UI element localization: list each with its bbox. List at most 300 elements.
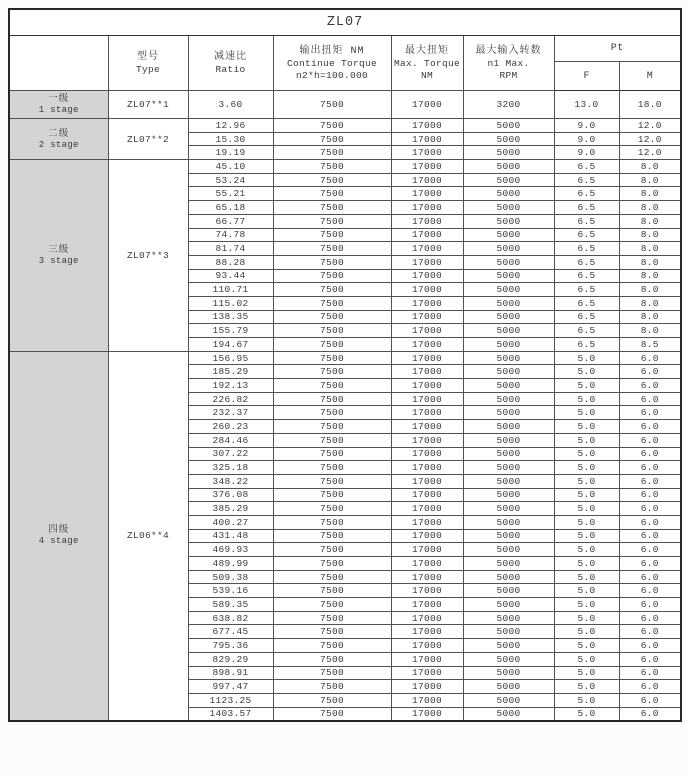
col-header-type <box>108 36 188 91</box>
pt-m-cell: 6.0 <box>619 529 681 543</box>
ratio-cell: 185.29 <box>188 365 273 379</box>
rpm-cell: 5000 <box>463 173 554 187</box>
pt-m-cell: 8.0 <box>619 310 681 324</box>
pt-f-cell: 5.0 <box>554 351 619 365</box>
col-header-max-input-cn: 最大输入转数 <box>475 45 542 57</box>
pt-f-cell: 5.0 <box>554 707 619 721</box>
rpm-cell: 3200 <box>463 91 554 119</box>
torque-cell: 7500 <box>273 515 391 529</box>
max-torque-cell: 17000 <box>391 584 463 598</box>
col-header-max-torque-en2: NM <box>420 69 433 81</box>
max-torque-cell: 17000 <box>391 392 463 406</box>
rpm-cell: 5000 <box>463 474 554 488</box>
ratio-cell: 829.29 <box>188 652 273 666</box>
pt-m-cell: 6.0 <box>619 502 681 516</box>
col-header-ratio <box>188 36 273 91</box>
pt-f-cell: 6.5 <box>554 338 619 352</box>
col-header-pt-f: F <box>554 62 619 91</box>
pt-f-cell: 5.0 <box>554 392 619 406</box>
rpm-cell: 5000 <box>463 283 554 297</box>
torque-cell: 7500 <box>273 392 391 406</box>
rpm-cell: 5000 <box>463 310 554 324</box>
torque-cell: 7500 <box>273 639 391 653</box>
pt-m-cell: 12.0 <box>619 132 681 146</box>
pt-f-cell: 6.5 <box>554 214 619 228</box>
pt-f-cell: 6.5 <box>554 269 619 283</box>
ratio-cell: 677.45 <box>188 625 273 639</box>
pt-m-cell: 8.0 <box>619 255 681 269</box>
max-torque-cell: 17000 <box>391 214 463 228</box>
max-torque-cell: 17000 <box>391 160 463 174</box>
ratio-cell: 348.22 <box>188 474 273 488</box>
torque-cell: 7500 <box>273 173 391 187</box>
spec-table <box>8 8 682 722</box>
rpm-cell: 5000 <box>463 201 554 215</box>
ratio-cell: 55.21 <box>188 187 273 201</box>
type-cell: ZL07**2 <box>108 119 188 160</box>
col-header-max-torque-en1: Max. Torque <box>393 57 460 69</box>
max-torque-cell: 17000 <box>391 310 463 324</box>
pt-m-cell: 6.0 <box>619 515 681 529</box>
pt-f-cell: 5.0 <box>554 543 619 557</box>
ratio-cell: 898.91 <box>188 666 273 680</box>
max-torque-cell: 17000 <box>391 201 463 215</box>
ratio-cell: 81.74 <box>188 242 273 256</box>
ratio-cell: 307.22 <box>188 447 273 461</box>
max-torque-cell: 17000 <box>391 543 463 557</box>
pt-f-cell: 6.5 <box>554 255 619 269</box>
torque-cell: 7500 <box>273 406 391 420</box>
rpm-cell: 5000 <box>463 392 554 406</box>
torque-cell: 7500 <box>273 351 391 365</box>
torque-cell: 7500 <box>273 625 391 639</box>
pt-m-cell: 6.0 <box>619 611 681 625</box>
max-torque-cell: 17000 <box>391 351 463 365</box>
rpm-cell: 5000 <box>463 296 554 310</box>
ratio-cell: 509.38 <box>188 570 273 584</box>
max-torque-cell: 17000 <box>391 707 463 721</box>
ratio-cell: 19.19 <box>188 146 273 160</box>
type-cell: ZL07**1 <box>108 91 188 119</box>
pt-m-cell: 6.0 <box>619 420 681 434</box>
pt-m-cell: 8.0 <box>619 324 681 338</box>
rpm-cell: 5000 <box>463 570 554 584</box>
pt-m-cell: 6.0 <box>619 392 681 406</box>
pt-m-cell: 6.0 <box>619 666 681 680</box>
ratio-cell: 65.18 <box>188 201 273 215</box>
rpm-cell: 5000 <box>463 119 554 133</box>
ratio-cell: 795.36 <box>188 639 273 653</box>
ratio-cell: 192.13 <box>188 379 273 393</box>
pt-m-cell: 8.5 <box>619 338 681 352</box>
rpm-cell: 5000 <box>463 132 554 146</box>
col-header-type-en: Type <box>135 63 160 75</box>
max-torque-cell: 17000 <box>391 515 463 529</box>
col-header-max-torque <box>391 36 463 91</box>
ratio-cell: 74.78 <box>188 228 273 242</box>
stage-label-cn: 四级 <box>48 524 70 536</box>
pt-f-cell: 5.0 <box>554 515 619 529</box>
ratio-cell: 45.10 <box>188 160 273 174</box>
max-torque-cell: 17000 <box>391 611 463 625</box>
max-torque-cell: 17000 <box>391 296 463 310</box>
pt-m-cell: 6.0 <box>619 570 681 584</box>
torque-cell: 7500 <box>273 365 391 379</box>
ratio-cell: 12.96 <box>188 119 273 133</box>
max-torque-cell: 17000 <box>391 242 463 256</box>
pt-m-cell: 6.0 <box>619 474 681 488</box>
type-cell: ZL07**3 <box>108 160 188 352</box>
pt-m-cell: 6.0 <box>619 461 681 475</box>
ratio-cell: 155.79 <box>188 324 273 338</box>
pt-f-cell: 5.0 <box>554 379 619 393</box>
torque-cell: 7500 <box>273 693 391 707</box>
torque-cell: 7500 <box>273 570 391 584</box>
ratio-cell: 589.35 <box>188 598 273 612</box>
torque-cell: 7500 <box>273 502 391 516</box>
header-row <box>9 36 681 62</box>
max-torque-cell: 17000 <box>391 91 463 119</box>
rpm-cell: 5000 <box>463 598 554 612</box>
pt-m-cell: 8.0 <box>619 160 681 174</box>
max-torque-cell: 17000 <box>391 502 463 516</box>
spec-table-header <box>9 9 681 91</box>
torque-cell: 7500 <box>273 584 391 598</box>
torque-cell: 7500 <box>273 420 391 434</box>
pt-m-cell: 6.0 <box>619 557 681 571</box>
col-header-type-cn: 型号 <box>137 51 159 63</box>
pt-f-cell: 6.5 <box>554 187 619 201</box>
ratio-cell: 226.82 <box>188 392 273 406</box>
pt-m-cell: 6.0 <box>619 625 681 639</box>
max-torque-cell: 17000 <box>391 461 463 475</box>
torque-cell: 7500 <box>273 338 391 352</box>
torque-cell: 7500 <box>273 433 391 447</box>
title-row <box>9 9 681 36</box>
rpm-cell: 5000 <box>463 406 554 420</box>
max-torque-cell: 17000 <box>391 693 463 707</box>
rpm-cell: 5000 <box>463 146 554 160</box>
rpm-cell: 5000 <box>463 707 554 721</box>
max-torque-cell: 17000 <box>391 529 463 543</box>
max-torque-cell: 17000 <box>391 119 463 133</box>
rpm-cell: 5000 <box>463 543 554 557</box>
pt-f-cell: 6.5 <box>554 242 619 256</box>
ratio-cell: 638.82 <box>188 611 273 625</box>
pt-f-cell: 5.0 <box>554 420 619 434</box>
stage-label-cn: 二级 <box>48 127 70 139</box>
max-torque-cell: 17000 <box>391 146 463 160</box>
pt-f-cell: 6.5 <box>554 173 619 187</box>
ratio-cell: 138.35 <box>188 310 273 324</box>
rpm-cell: 5000 <box>463 680 554 694</box>
max-torque-cell: 17000 <box>391 598 463 612</box>
ratio-cell: 385.29 <box>188 502 273 516</box>
pt-m-cell: 6.0 <box>619 543 681 557</box>
pt-m-cell: 6.0 <box>619 488 681 502</box>
ratio-cell: 997.47 <box>188 680 273 694</box>
table-row <box>9 351 681 365</box>
torque-cell: 7500 <box>273 283 391 297</box>
stage-label-cn: 三级 <box>48 243 70 255</box>
pt-f-cell: 5.0 <box>554 557 619 571</box>
pt-f-cell: 9.0 <box>554 146 619 160</box>
stage-label-en: 1 stage <box>38 105 79 115</box>
rpm-cell: 5000 <box>463 338 554 352</box>
rpm-cell: 5000 <box>463 693 554 707</box>
table-title: ZL07 <box>9 9 681 36</box>
pt-f-cell: 5.0 <box>554 584 619 598</box>
max-torque-cell: 17000 <box>391 379 463 393</box>
ratio-cell: 93.44 <box>188 269 273 283</box>
pt-f-cell: 6.5 <box>554 228 619 242</box>
torque-cell: 7500 <box>273 529 391 543</box>
torque-cell: 7500 <box>273 324 391 338</box>
stage-label-en: 4 stage <box>38 536 79 547</box>
max-torque-cell: 17000 <box>391 173 463 187</box>
pt-m-cell: 6.0 <box>619 433 681 447</box>
rpm-cell: 5000 <box>463 529 554 543</box>
torque-cell: 7500 <box>273 310 391 324</box>
torque-cell: 7500 <box>273 296 391 310</box>
pt-m-cell: 12.0 <box>619 119 681 133</box>
torque-cell: 7500 <box>273 201 391 215</box>
stage-cell <box>9 119 108 160</box>
corner-cell <box>9 36 108 91</box>
max-torque-cell: 17000 <box>391 420 463 434</box>
rpm-cell: 5000 <box>463 461 554 475</box>
torque-cell: 7500 <box>273 187 391 201</box>
max-torque-cell: 17000 <box>391 474 463 488</box>
ratio-cell: 3.60 <box>188 91 273 119</box>
pt-f-cell: 5.0 <box>554 639 619 653</box>
col-header-max-input <box>463 36 554 91</box>
torque-cell: 7500 <box>273 680 391 694</box>
rpm-cell: 5000 <box>463 214 554 228</box>
max-torque-cell: 17000 <box>391 570 463 584</box>
max-torque-cell: 17000 <box>391 187 463 201</box>
torque-cell: 7500 <box>273 557 391 571</box>
pt-m-cell: 6.0 <box>619 680 681 694</box>
pt-f-cell: 13.0 <box>554 91 619 119</box>
max-torque-cell: 17000 <box>391 557 463 571</box>
torque-cell: 7500 <box>273 543 391 557</box>
col-header-max-input-en2: RPM <box>499 69 518 81</box>
pt-m-cell: 8.0 <box>619 187 681 201</box>
ratio-cell: 232.37 <box>188 406 273 420</box>
max-torque-cell: 17000 <box>391 228 463 242</box>
torque-cell: 7500 <box>273 119 391 133</box>
rpm-cell: 5000 <box>463 515 554 529</box>
torque-cell: 7500 <box>273 91 391 119</box>
torque-cell: 7500 <box>273 146 391 160</box>
pt-f-cell: 5.0 <box>554 529 619 543</box>
table-row <box>9 160 681 174</box>
rpm-cell: 5000 <box>463 611 554 625</box>
max-torque-cell: 17000 <box>391 639 463 653</box>
ratio-cell: 1403.57 <box>188 707 273 721</box>
pt-f-cell: 5.0 <box>554 502 619 516</box>
pt-m-cell: 6.0 <box>619 447 681 461</box>
pt-m-cell: 8.0 <box>619 283 681 297</box>
pt-f-cell: 5.0 <box>554 666 619 680</box>
rpm-cell: 5000 <box>463 324 554 338</box>
pt-m-cell: 6.0 <box>619 365 681 379</box>
torque-cell: 7500 <box>273 611 391 625</box>
max-torque-cell: 17000 <box>391 132 463 146</box>
table-row <box>9 119 681 133</box>
pt-m-cell: 6.0 <box>619 379 681 393</box>
col-header-torque-cn: 输出扭矩 NM <box>299 45 365 57</box>
pt-f-cell: 5.0 <box>554 693 619 707</box>
pt-f-cell: 6.5 <box>554 201 619 215</box>
rpm-cell: 5000 <box>463 584 554 598</box>
ratio-cell: 1123.25 <box>188 693 273 707</box>
stage-label-cn: 一级 <box>48 93 70 104</box>
rpm-cell: 5000 <box>463 652 554 666</box>
rpm-cell: 5000 <box>463 488 554 502</box>
col-header-torque-en1: Continue Torque <box>286 57 377 69</box>
type-cell: ZL06**4 <box>108 351 188 721</box>
ratio-cell: 156.95 <box>188 351 273 365</box>
rpm-cell: 5000 <box>463 269 554 283</box>
torque-cell: 7500 <box>273 269 391 283</box>
pt-f-cell: 5.0 <box>554 611 619 625</box>
rpm-cell: 5000 <box>463 187 554 201</box>
max-torque-cell: 17000 <box>391 269 463 283</box>
pt-m-cell: 6.0 <box>619 598 681 612</box>
torque-cell: 7500 <box>273 598 391 612</box>
max-torque-cell: 17000 <box>391 283 463 297</box>
max-torque-cell: 17000 <box>391 324 463 338</box>
max-torque-cell: 17000 <box>391 625 463 639</box>
torque-cell: 7500 <box>273 242 391 256</box>
ratio-cell: 260.23 <box>188 420 273 434</box>
pt-f-cell: 5.0 <box>554 365 619 379</box>
rpm-cell: 5000 <box>463 379 554 393</box>
pt-m-cell: 8.0 <box>619 214 681 228</box>
col-header-torque-en2: n2*h=100.000 <box>295 69 368 81</box>
torque-cell: 7500 <box>273 474 391 488</box>
rpm-cell: 5000 <box>463 625 554 639</box>
torque-cell: 7500 <box>273 488 391 502</box>
pt-f-cell: 5.0 <box>554 488 619 502</box>
ratio-cell: 115.02 <box>188 296 273 310</box>
pt-f-cell: 5.0 <box>554 652 619 666</box>
ratio-cell: 539.16 <box>188 584 273 598</box>
pt-f-cell: 6.5 <box>554 160 619 174</box>
rpm-cell: 5000 <box>463 666 554 680</box>
stage-label-en: 3 stage <box>38 255 79 266</box>
pt-f-cell: 5.0 <box>554 433 619 447</box>
max-torque-cell: 17000 <box>391 447 463 461</box>
ratio-cell: 325.18 <box>188 461 273 475</box>
pt-f-cell: 5.0 <box>554 625 619 639</box>
max-torque-cell: 17000 <box>391 406 463 420</box>
pt-f-cell: 6.5 <box>554 324 619 338</box>
pt-m-cell: 6.0 <box>619 584 681 598</box>
pt-m-cell: 6.0 <box>619 707 681 721</box>
ratio-cell: 88.28 <box>188 255 273 269</box>
max-torque-cell: 17000 <box>391 652 463 666</box>
pt-f-cell: 5.0 <box>554 447 619 461</box>
rpm-cell: 5000 <box>463 433 554 447</box>
ratio-cell: 431.48 <box>188 529 273 543</box>
ratio-cell: 110.71 <box>188 283 273 297</box>
max-torque-cell: 17000 <box>391 433 463 447</box>
pt-f-cell: 5.0 <box>554 570 619 584</box>
ratio-cell: 489.99 <box>188 557 273 571</box>
rpm-cell: 5000 <box>463 228 554 242</box>
ratio-cell: 469.93 <box>188 543 273 557</box>
pt-m-cell: 12.0 <box>619 146 681 160</box>
pt-f-cell: 6.5 <box>554 296 619 310</box>
pt-f-cell: 5.0 <box>554 461 619 475</box>
torque-cell: 7500 <box>273 379 391 393</box>
max-torque-cell: 17000 <box>391 666 463 680</box>
pt-f-cell: 5.0 <box>554 680 619 694</box>
torque-cell: 7500 <box>273 652 391 666</box>
pt-m-cell: 8.0 <box>619 269 681 283</box>
ratio-cell: 400.27 <box>188 515 273 529</box>
torque-cell: 7500 <box>273 447 391 461</box>
pt-f-cell: 9.0 <box>554 132 619 146</box>
col-header-torque <box>273 36 391 91</box>
ratio-cell: 194.67 <box>188 338 273 352</box>
pt-m-cell: 18.0 <box>619 91 681 119</box>
col-header-max-input-en1: n1 Max. <box>487 57 530 69</box>
ratio-cell: 376.08 <box>188 488 273 502</box>
col-header-max-torque-cn: 最大扭矩 <box>405 45 449 57</box>
pt-m-cell: 8.0 <box>619 201 681 215</box>
pt-m-cell: 6.0 <box>619 639 681 653</box>
stage-label-en: 2 stage <box>38 139 79 150</box>
pt-m-cell: 8.0 <box>619 296 681 310</box>
rpm-cell: 5000 <box>463 365 554 379</box>
torque-cell: 7500 <box>273 228 391 242</box>
rpm-cell: 5000 <box>463 160 554 174</box>
max-torque-cell: 17000 <box>391 680 463 694</box>
pt-f-cell: 5.0 <box>554 474 619 488</box>
col-header-ratio-cn: 减速比 <box>214 51 247 63</box>
torque-cell: 7500 <box>273 132 391 146</box>
col-header-pt: Pt <box>554 36 681 62</box>
torque-cell: 7500 <box>273 461 391 475</box>
pt-m-cell: 6.0 <box>619 693 681 707</box>
ratio-cell: 15.30 <box>188 132 273 146</box>
col-header-ratio-en: Ratio <box>215 63 246 75</box>
stage-cell <box>9 91 108 119</box>
torque-cell: 7500 <box>273 214 391 228</box>
torque-cell: 7500 <box>273 666 391 680</box>
torque-cell: 7500 <box>273 255 391 269</box>
pt-m-cell: 6.0 <box>619 351 681 365</box>
ratio-cell: 53.24 <box>188 173 273 187</box>
ratio-cell: 66.77 <box>188 214 273 228</box>
rpm-cell: 5000 <box>463 242 554 256</box>
max-torque-cell: 17000 <box>391 255 463 269</box>
rpm-cell: 5000 <box>463 447 554 461</box>
pt-m-cell: 8.0 <box>619 242 681 256</box>
rpm-cell: 5000 <box>463 557 554 571</box>
torque-cell: 7500 <box>273 160 391 174</box>
pt-f-cell: 6.5 <box>554 283 619 297</box>
ratio-cell: 284.46 <box>188 433 273 447</box>
pt-m-cell: 6.0 <box>619 406 681 420</box>
pt-f-cell: 5.0 <box>554 406 619 420</box>
torque-cell: 7500 <box>273 707 391 721</box>
pt-f-cell: 5.0 <box>554 598 619 612</box>
